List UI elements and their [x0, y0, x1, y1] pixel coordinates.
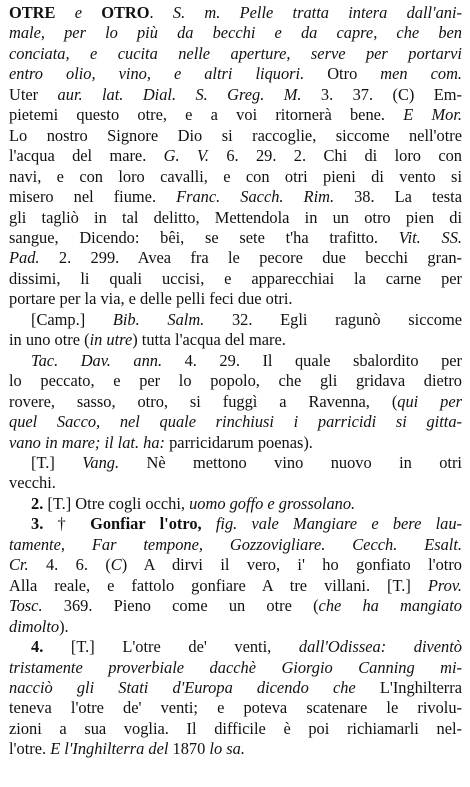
text-run: e	[55, 3, 102, 22]
text-run: in utre	[89, 330, 133, 350]
entry-line	[9, 351, 462, 371]
text-run: navi, e con loro cavalli, e con otri pieni di vento si	[9, 166, 462, 186]
entry-line	[9, 678, 462, 698]
entry-line	[9, 64, 462, 84]
text-run: 38. La testa	[334, 187, 462, 207]
text-run: L'Inghilterra	[355, 677, 462, 697]
text-run: pietemi questo otre, e a voi ritornerà bene.	[9, 105, 404, 125]
entry-line	[9, 310, 462, 330]
entry-line	[9, 289, 462, 309]
text-run: quel Sacco, nel quale rinchiusi i parricidi si gitta-	[9, 412, 462, 432]
text-run: Alla reale, e fattolo gonfiare A tre villani. [T.]	[9, 575, 428, 595]
text-run: 4. 29. Il quale sbalordito per	[162, 350, 462, 370]
text-run: 6. 29. 2. Chi di loro con	[208, 146, 462, 166]
text-run: Tac. Dav. ann.	[31, 350, 163, 370]
text-run: 2. 299. Avea fra le pecore due becchi gran-	[39, 248, 462, 268]
text-run: 1870	[168, 739, 210, 759]
text-run: 4. 6. (	[28, 555, 111, 575]
text-run: Pad.	[9, 248, 40, 268]
text-run: ).	[59, 616, 69, 636]
text-run: [T.]	[31, 452, 83, 472]
entry-line	[9, 187, 462, 207]
text-run: dimolto	[9, 616, 60, 636]
entry-line	[9, 44, 462, 64]
text-run: tristamente proverbiale dacchè Giorgio Canning mi-	[9, 657, 462, 677]
entry-line	[9, 126, 462, 146]
entry-line	[9, 208, 462, 228]
text-run: Tosc.	[9, 596, 43, 616]
text-run: †	[57, 514, 91, 534]
text-run: 32. Egli ragunò siccome	[204, 309, 462, 329]
text-run: qui per	[397, 391, 462, 411]
text-run: lo sa.	[209, 739, 245, 759]
entry-line	[9, 535, 462, 555]
entry-line	[9, 105, 462, 125]
text-run: uomo goffo e grossolano.	[189, 493, 356, 513]
text-run: zioni a sua voglia. Il difficile è poi richiamarli nel-	[9, 718, 462, 738]
text-run: Uter	[9, 84, 58, 104]
text-run: teneva l'otre de' venti; e poteva scatenare le rivolu-	[9, 698, 462, 718]
text-run: [T.] Otre cogli occhi,	[47, 493, 190, 513]
text-run: vano in mare; il lat. ha:	[9, 432, 165, 452]
text-run: l'acqua del mare.	[9, 146, 164, 166]
entry-line	[9, 228, 462, 248]
text-run: Prov.	[427, 575, 462, 595]
entry-line	[9, 23, 462, 43]
entry-line	[9, 658, 462, 678]
text-run: E l'Inghilterra del	[50, 739, 169, 759]
text-run: .	[149, 3, 173, 22]
text-run: Nè mettono vino nuovo in otri	[119, 452, 462, 472]
text-run: miserо nel fiume.	[9, 187, 177, 207]
text-run: portare per la via, e delle pelli feci due otri.	[9, 289, 293, 309]
text-run: dissimi, li quali uccisi, e apparecchiai la carne per	[9, 268, 462, 288]
text-run: men com.	[380, 64, 462, 84]
entry-line	[9, 473, 462, 493]
headword: OTRE	[9, 3, 56, 22]
text-run: tamente, Far tempone, Gozzovigliare. Cecch. Esalt.	[9, 534, 462, 554]
text-run: ) A dirvi il vero, i' ho gonfiato l'otro	[121, 555, 462, 575]
text-run: Lo nostro Signore Dio si raccoglie, siccome nell'otre	[9, 125, 462, 145]
text-run: conciata, e cucita nelle aperture, serve per portarvi	[9, 43, 462, 63]
entry-line	[9, 269, 462, 289]
text-run: vecchi.	[9, 473, 56, 493]
entry-line	[9, 167, 462, 187]
text-run: l'otre.	[9, 739, 51, 759]
entry-line	[9, 719, 462, 739]
text-run: Bib. Salm.	[112, 309, 205, 329]
text-run: male, per lo più da becchi e da capre, che ben	[9, 23, 462, 43]
text-run: C	[110, 555, 122, 575]
text-run: in uno otre (	[9, 330, 90, 350]
text-run: S. m. Pelle tratta intera dall'ani-	[172, 3, 462, 22]
entry-line	[9, 248, 462, 268]
entry-line	[9, 514, 462, 534]
entry-line	[9, 3, 462, 23]
entry-line	[9, 494, 462, 514]
text-run: lo peccato, e per lo popolo, che gli gridava dietro	[9, 371, 462, 391]
text-run: rovere, sasso, otro, si fuggì a Ravenna, (	[9, 391, 398, 411]
text-run: fig. vale Mangiare e bere lau-	[215, 514, 462, 534]
entry-line	[9, 698, 462, 718]
entry-line	[9, 617, 462, 637]
text-run: 369. Pieno come un otre (	[42, 596, 319, 616]
entry-line	[9, 739, 462, 759]
text-run: 3.	[31, 514, 58, 534]
entry-line	[9, 637, 462, 657]
text-run: gli tagliò in tal delitto, Mettendola in un otro pien di	[9, 207, 462, 227]
entry-line	[9, 433, 462, 453]
headword: OTRO	[101, 3, 150, 22]
text-run: nacciò gli Stati d'Europa dicendo che	[9, 677, 356, 697]
text-run: [T.] L'otre de' venti,	[70, 637, 299, 657]
text-run: Otro	[304, 64, 381, 84]
text-run: G. V.	[163, 146, 209, 166]
text-run: che ha mangiato	[318, 596, 462, 616]
text-run: 4.	[31, 637, 71, 657]
text-run: Gonfiar l'otro,	[90, 514, 216, 534]
text-run: entro olio, vino, e altri liquori.	[9, 64, 305, 84]
entry-line	[9, 146, 462, 166]
entry-line	[9, 330, 462, 350]
text-run: Vit. SS.	[398, 227, 462, 247]
entry-line	[9, 412, 462, 432]
text-run: 3. 37. (C) Em-	[301, 84, 462, 104]
entry-line	[9, 596, 462, 616]
entry-line	[9, 453, 462, 473]
entry-line	[9, 85, 462, 105]
text-run: E Mor.	[403, 105, 462, 125]
entry-line	[9, 576, 462, 596]
text-run: [Camp.]	[31, 309, 113, 329]
entry-line	[9, 555, 462, 575]
entry-line	[9, 371, 462, 391]
entry-line	[9, 392, 462, 412]
text-run: sangue, Dicendo: bêi, se sete t'ha trafitto.	[9, 227, 399, 247]
text-run: parricidarum poenas).	[165, 432, 313, 452]
text-run: 2.	[31, 493, 48, 513]
text-run: aur. lat. Dial. S. Greg. M.	[57, 84, 302, 104]
text-run: Cr.	[9, 555, 29, 575]
text-run: dall'Odissea: diventò	[298, 637, 462, 657]
text-run: Franc. Sacch. Rim.	[176, 187, 335, 207]
text-run: Vang.	[82, 452, 120, 472]
text-run: ) tutta l'acqua del mare.	[132, 330, 286, 350]
